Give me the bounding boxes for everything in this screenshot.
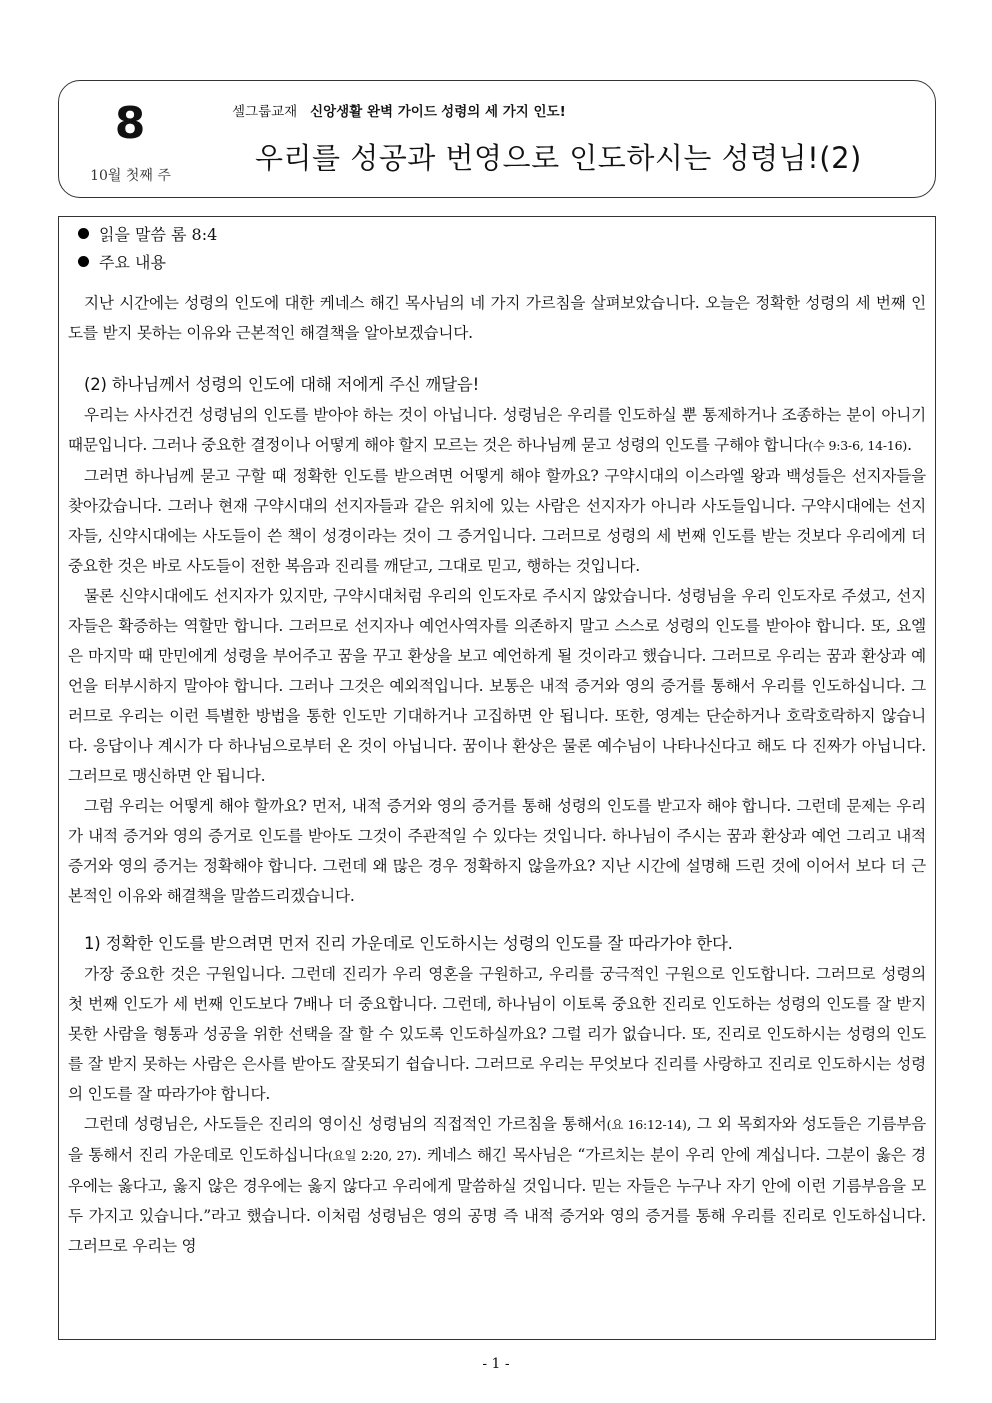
paragraph: 우리는 사사건건 성령님의 인도를 받아야 하는 것이 아닙니다. 성령님은 우리를 인도하실 뿐 통제하거나 조종하는 분이 아니기 때문입니다. 그러나 중요한 결정이나 어떻게 해야 할지 모르는 것은 하나님께 묻고 성령의 인도를 구해야 합니다(수 9:3-6, 14-16).: [68, 406, 926, 454]
reading-ref: 롬 8:4: [171, 225, 218, 244]
intro-paragraph: 지난 시간에는 성령의 인도에 대한 케네스 해긴 목사님의 네 가지 가르침을 살펴보았습니다. 오늘은 정확한 성령의 세 번째 인도를 받지 못하는 이유와 근본적인 해결책을 알아보겠습니다.: [68, 294, 926, 342]
bullet-icon: [78, 228, 89, 239]
body-text: [68, 288, 926, 1261]
lesson-number: 8: [114, 98, 146, 149]
week-label: 10월 첫째 주: [90, 168, 171, 184]
series-sub: 성령의 세 가지 인도!: [441, 104, 566, 120]
paragraph: 그러면 하나님께 묻고 구할 때 정확한 인도를 받으려면 어떻게 해야 할까요? 구약시대의 이스라엘 왕과 백성들은 선지자들을 찾아갔습니다. 그러나 현재 구약시대의 선지자들과 같은 위치에 있는 사람은 선지자가 아니라 사도들입니다. 구약시대에는 선지자들, 신약시대에는 사도들이 쓴 책이 성경이라는 것이 그 증거입니다. 그러므로 성령의 세 번째 인도를 받는 것보다 우리에게 더 중요한 것은 바로 사도들이 전한 복음과 진리를 깨닫고, 그대로 믿고, 행하는 것입니다.: [68, 467, 926, 575]
page-title: 우리를 성공과 번영으로 인도하시는 성령님!(2): [255, 141, 862, 175]
reading-label: 읽을 말씀: [99, 225, 166, 244]
section-heading-1: (2) 하나님께서 성령의 인도에 대해 저에게 주신 깨달음!: [84, 375, 480, 394]
summary-label: 주요 내용: [99, 253, 166, 272]
section-heading-2: 1) 정확한 인도를 받으려면 먼저 진리 가운데로 인도하시는 성령의 인도를 잘 따라가야 한다.: [84, 934, 733, 953]
bullet-icon: [78, 256, 89, 267]
paragraph: 물론 신약시대에도 선지자가 있지만, 구약시대처럼 우리의 인도자로 주시지 않았습니다. 성령님을 우리 인도자로 주셨고, 선지자들은 확증하는 역할만 합니다. 그러므로 선지자나 예언사역자를 의존하지 말고 스스로 성령의 인도를 받아야 합니다. 또, 요엘은 마지막 때 만민에게 성령을 부어주고 꿈을 꾸고 환상을 보고 예언하게 될 것이라고 했습니다. 그러므로 우리는 꿈과 환상과 예언을 터부시하지 말아야 합니다. 그러나 그것은 예외적입니다. 보통은 내적 증거와 영의 증거를 통해서 우리를 인도하십니다. 그러므로 우리는 이런 특별한 방법을 통한 인도만 기대하거나 고집하면 안 됩니다. 또한, 영계는 단순하거나 호락호락하지 않습니다. 응답이나 계시가 다 하나님으로부터 온 것이 아닙니다. 꿈이나 환상은 물론 예수님이 나타나신다고 해도 다 진짜가 아닙니다. 그러므로 맹신하면 안 됩니다.: [68, 587, 926, 785]
summary-line: [78, 250, 166, 273]
series-line: [232, 100, 566, 120]
reading-line: [78, 222, 217, 245]
paragraph: 그럼 우리는 어떻게 해야 할까요? 먼저, 내적 증거와 영의 증거를 통해 성령의 인도를 받고자 해야 합니다. 그런데 문제는 우리가 내적 증거와 영의 증거로 인도를 받아도 그것이 주관적일 수 있다는 것입니다. 하나님이 주시는 꿈과 환상과 예언 그리고 내적 증거와 영의 증거는 정확해야 합니다. 그런데 왜 많은 경우 정확하지 않을까요? 지난 시간에 설명해 드린 것에 이어서 보다 더 근본적인 이유와 해결책을 말씀드리겠습니다.: [68, 797, 926, 905]
paragraph: 가장 중요한 것은 구원입니다. 그런데 진리가 우리 영혼을 구원하고, 우리를 궁극적인 구원으로 인도합니다. 그러므로 성령의 첫 번째 인도가 세 번째 인도보다 7배나 더 중요합니다. 그런데, 하나님이 이토록 중요한 진리로 인도하는 성령의 인도를 잘 받지 못한 사람을 형통과 성공을 위한 선택을 잘 할 수 있도록 인도하실까요? 그럴 리가 없습니다. 또, 진리로 인도하시는 성령의 인도를 잘 받지 못하는 사람은 은사를 받아도 잘못되기 쉽습니다. 그러므로 우리는 무엇보다 진리를 사랑하고 진리로 인도하시는 성령의 인도를 잘 따라가야 합니다.: [68, 965, 926, 1103]
paragraph: 그런데 성령님은, 사도들은 진리의 영이신 성령님의 직접적인 가르침을 통해서(요 16:12-14), 그 외 목회자와 성도들은 기름부음을 통해서 진리 가운데로 인도하십니다(요일 2:20, 27). 케네스 해긴 목사님은 “가르치는 분이 우리 안에 계십니다. 그분이 옳은 경우에는 옳다고, 옳지 않은 경우에는 옳지 않다고 우리에게 말씀하실 것입니다. 믿는 자들은 누구나 자기 안에 이런 기름부음을 모두 가지고 있습니다.”라고 했습니다. 이처럼 성령님은 영의 공명 즉 내적 증거와 영의 증거를 통해 우리를 진리로 인도하십니다. 그러므로 우리는 영: [68, 1115, 927, 1255]
series-prefix: 셀그룹교재: [232, 104, 298, 120]
page-number: - 1 -: [482, 1356, 510, 1372]
series-name: 신앙생활 완벽 가이드: [310, 104, 437, 120]
